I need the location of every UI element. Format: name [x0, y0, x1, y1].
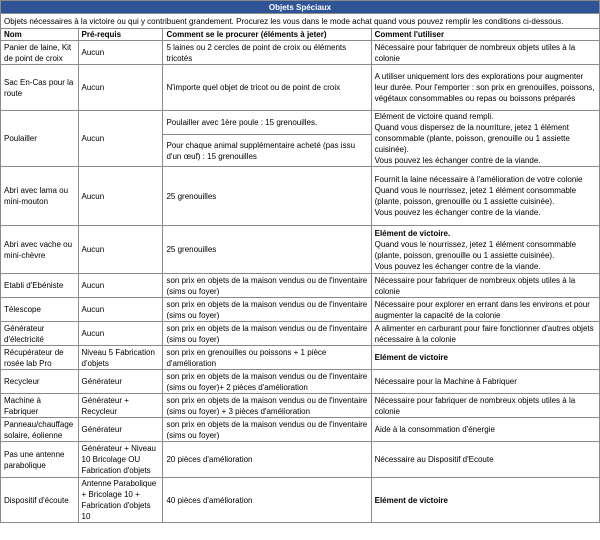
- item-prereq: Générateur + Recycleur: [78, 394, 163, 418]
- item-how-get: son prix en objets de la maison vendus ou de l'inventaire (sims ou foyer): [163, 418, 371, 442]
- item-how-use: Aide à la consommation d'énergie: [371, 418, 599, 442]
- table-title: Objets Spéciaux: [1, 1, 600, 14]
- item-how-use: Elément de victoire: [371, 346, 599, 370]
- item-how-get: 20 pièces d'amélioration: [163, 442, 371, 478]
- table-row: [1, 418, 600, 442]
- header-name: Nom: [1, 29, 79, 41]
- header-how-use: Comment l'utiliser: [371, 29, 599, 41]
- table-row: [1, 274, 600, 298]
- item-prereq: Antenne Parabolique + Bricolage 10 + Fabrication d'objets 10: [78, 478, 163, 523]
- item-how-use: A utiliser uniquement lors des explorations pour augmenter leur durée. Pour l'emporter : son prix en grenouilles, poissons, végétaux consommables ou repas ou boissons préparés: [371, 65, 599, 111]
- item-name: Abri avec lama ou mini-mouton: [1, 167, 79, 226]
- item-name: Générateur d'électricité: [1, 322, 79, 346]
- item-how-get: 5 laines ou 2 cercles de point de croix ou éléments tricotés: [163, 41, 371, 65]
- item-name: Abri avec vache ou mini-chèvre: [1, 226, 79, 274]
- item-how-get: son prix en grenouilles ou poissons + 1 pièce d'amélioration: [163, 346, 371, 370]
- item-name: Télescope: [1, 298, 79, 322]
- item-prereq: Aucun: [78, 167, 163, 226]
- item-name: Pas une antenne parabolique: [1, 442, 79, 478]
- header-prereq: Pré-requis: [78, 29, 163, 41]
- victory-label: Elément de victoire.: [374, 228, 451, 238]
- table-row: [1, 111, 600, 135]
- item-how-get: son prix en objets de la maison vendus ou de l'inventaire (sims ou foyer): [163, 322, 371, 346]
- item-name: Etabli d'Ebéniste: [1, 274, 79, 298]
- table-row: [1, 41, 600, 65]
- item-prereq: Aucun: [78, 111, 163, 167]
- item-prereq: Générateur + Niveau 10 Bricolage OU Fabrication d'objets: [78, 442, 163, 478]
- use-line: Elément de victoire quand rempli.: [374, 112, 494, 121]
- item-how-use: [371, 167, 599, 226]
- table-row: [1, 226, 600, 274]
- item-name: Sac En-Cas pour la route: [1, 65, 79, 111]
- item-prereq: Aucun: [78, 274, 163, 298]
- table-row: [1, 346, 600, 370]
- table-row: [1, 298, 600, 322]
- use-line: Vous pouvez les échanger contre de la viande.: [374, 261, 541, 271]
- item-name: Récupérateur de rosée lab Pro: [1, 346, 79, 370]
- item-how-use: [371, 226, 599, 274]
- use-line: Fournit la laine nécessaire à l'amélioration de votre colonie: [374, 175, 583, 184]
- item-name: Recycleur: [1, 370, 79, 394]
- item-name: Panier de laine, Kit de point de croix: [1, 41, 79, 65]
- item-how-use: Nécessaire pour fabriquer de nombreux objets utiles à la colonie: [371, 394, 599, 418]
- use-line: Vous pouvez les échanger contre de la viande.: [374, 156, 541, 165]
- item-how-use: Nécessaire pour explorer en errant dans les environs et pour augmenter la capacité de la colonie: [371, 298, 599, 322]
- item-how-get: 25 grenouilles: [163, 226, 371, 274]
- item-prereq: Aucun: [78, 298, 163, 322]
- item-how-get: son prix en objets de la maison vendus ou de l'inventaire (sims ou foyer): [163, 298, 371, 322]
- item-prereq: Générateur: [78, 418, 163, 442]
- item-name: Panneau/chauffage solaire, éolienne: [1, 418, 79, 442]
- table-intro: Objets nécessaires à la victoire ou qui y contribuent grandement. Procurez les vous dans le mode achat quand vous pouvez remplir les conditions ci-dessous.: [1, 14, 600, 29]
- item-prereq: Aucun: [78, 65, 163, 111]
- item-prereq: Générateur: [78, 370, 163, 394]
- item-prereq: Niveau 5 Fabrication d'objets: [78, 346, 163, 370]
- item-how-use: Nécessaire pour fabriquer de nombreux objets utiles à la colonie: [371, 41, 599, 65]
- item-how-get: Pour chaque animal supplémentaire acheté (pas issu d'un œuf) : 15 grenouilles: [163, 135, 371, 167]
- item-how-get: 40 pièces d'amélioration: [163, 478, 371, 523]
- item-how-use: A alimenter en carburant pour faire fonctionner d'autres objets nécessaire à la colonie: [371, 322, 599, 346]
- item-name: Poulailler: [1, 111, 79, 167]
- item-how-get: 25 grenouilles: [163, 167, 371, 226]
- table-row: [1, 322, 600, 346]
- header-how-get: Comment se le procurer (éléments à jeter): [163, 29, 371, 41]
- item-prereq: Aucun: [78, 226, 163, 274]
- item-how-use: Elément de victoire: [371, 478, 599, 523]
- item-how-get: Poulailler avec 1ère poule : 15 grenouilles.: [163, 111, 371, 135]
- table-row: [1, 478, 600, 523]
- table-row: [1, 394, 600, 418]
- header-row: [1, 29, 600, 41]
- item-how-use: Nécessaire au Dispositif d'Ecoute: [371, 442, 599, 478]
- table-row: [1, 370, 600, 394]
- item-how-get: son prix en objets de la maison vendus ou de l'inventaire (sims ou foyer) + 3 pièces d'amélioration: [163, 394, 371, 418]
- item-name: Dispositif d'écoute: [1, 478, 79, 523]
- item-how-use: Nécessaire pour fabriquer de nombreux objets utiles à la colonie: [371, 274, 599, 298]
- use-line: Vous pouvez les échanger contre de la viande.: [374, 208, 541, 217]
- item-how-get: N'importe quel objet de tricot ou de point de croix: [163, 65, 371, 111]
- item-name: Machine à Fabriquer: [1, 394, 79, 418]
- item-prereq: Aucun: [78, 41, 163, 65]
- use-line: Quand vous le nourrissez, jetez 1 élément consommable (plante, poisson, grenouille ou 1 assiette cuisinée).: [374, 186, 577, 206]
- item-how-use: [371, 111, 599, 167]
- table-row: [1, 65, 600, 111]
- table-row: [1, 442, 600, 478]
- item-how-get: son prix en objets de la maison vendus ou de l'inventaire (sims ou foyer): [163, 274, 371, 298]
- table-row: [1, 167, 600, 226]
- item-how-use: Nécessaire pour la Machine à Fabriquer: [371, 370, 599, 394]
- use-line: Quand vous le nourrissez, jetez 1 élément consommable (plante, poisson, grenouille ou 1 assiette cuisinée).: [374, 239, 577, 260]
- use-line: Quand vous dispersez de la nourriture, jetez 1 élément consommable (plante, poisson, grenouille ou 1 assiette cuisinée).: [374, 123, 570, 154]
- item-prereq: Aucun: [78, 322, 163, 346]
- item-how-get: son prix en objets de la maison vendus ou de l'inventaire (sims ou foyer)+ 2 pièces d'amélioration: [163, 370, 371, 394]
